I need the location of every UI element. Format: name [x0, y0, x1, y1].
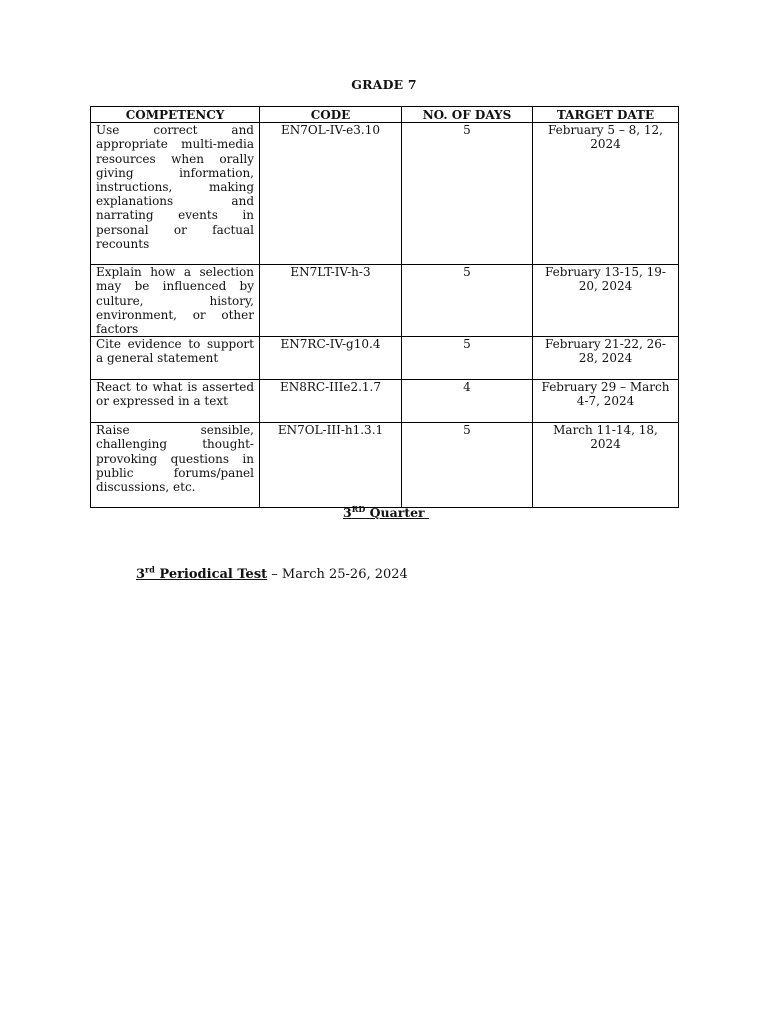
- table-body: [91, 123, 679, 508]
- header-competency: COMPETENCY: [91, 107, 260, 123]
- target-date-cell: February 29 – March 4-7, 2024: [533, 380, 679, 423]
- table-row: [91, 265, 679, 337]
- target-date-cell: February 13-15, 19-20, 2024: [533, 265, 679, 337]
- days-cell: 5: [402, 423, 533, 508]
- code-cell: EN7LT-IV-h-3: [260, 265, 402, 337]
- quarter-suffix: RD: [351, 503, 366, 514]
- competency-cell: Cite evidence to support a general statement: [91, 337, 260, 380]
- code-cell: EN8RC-IIIe2.1.7: [260, 380, 402, 423]
- table-row: [91, 380, 679, 423]
- target-date-cell: February 5 – 8, 12, 2024: [533, 123, 679, 265]
- periodical-test-label: [136, 564, 268, 582]
- table-row: [91, 123, 679, 265]
- days-cell: 5: [402, 123, 533, 265]
- periodical-test-date: March 25-26, 2024: [281, 567, 408, 582]
- competency-cell: Use correct and appropriate multi-media resources when orally giving information, instructions, making explanations and narrating events in personal or factual recounts: [91, 123, 260, 265]
- periodical-test-text: Periodical Test: [159, 567, 268, 582]
- competency-table: [90, 106, 679, 508]
- table-row: [91, 337, 679, 380]
- periodical-test-number: 3: [136, 567, 146, 582]
- days-cell: 4: [402, 380, 533, 423]
- table-row: [91, 423, 679, 508]
- table-header: [91, 107, 679, 123]
- periodical-test-separator: –: [267, 567, 282, 582]
- code-cell: EN7RC-IV-g10.4: [260, 337, 402, 380]
- quarter-text: Quarter: [369, 505, 425, 520]
- target-date-cell: February 21-22, 26-28, 2024: [533, 337, 679, 380]
- days-cell: 5: [402, 337, 533, 380]
- header-target-date: TARGET DATE: [533, 107, 679, 123]
- quarter-label: [0, 505, 768, 520]
- competency-cell: Explain how a selection may be influenced by culture, history, environment, or other factors: [91, 265, 260, 337]
- competency-cell: React to what is asserted or expressed in a text: [91, 380, 260, 423]
- periodical-test-suffix: rd: [145, 564, 155, 575]
- periodical-test-line: [136, 564, 408, 582]
- header-row: [91, 107, 679, 123]
- target-date-cell: March 11-14, 18, 2024: [533, 423, 679, 508]
- header-code: CODE: [260, 107, 402, 123]
- code-cell: EN7OL-III-h1.3.1: [260, 423, 402, 508]
- page-title: GRADE 7: [351, 77, 417, 92]
- quarter-number: 3: [343, 505, 352, 520]
- code-cell: EN7OL-IV-e3.10: [260, 123, 402, 265]
- days-cell: 5: [402, 265, 533, 337]
- header-days: NO. OF DAYS: [402, 107, 533, 123]
- competency-cell: Raise sensible, challenging thought-provoking questions in public forums/panel discussions, etc.: [91, 423, 260, 508]
